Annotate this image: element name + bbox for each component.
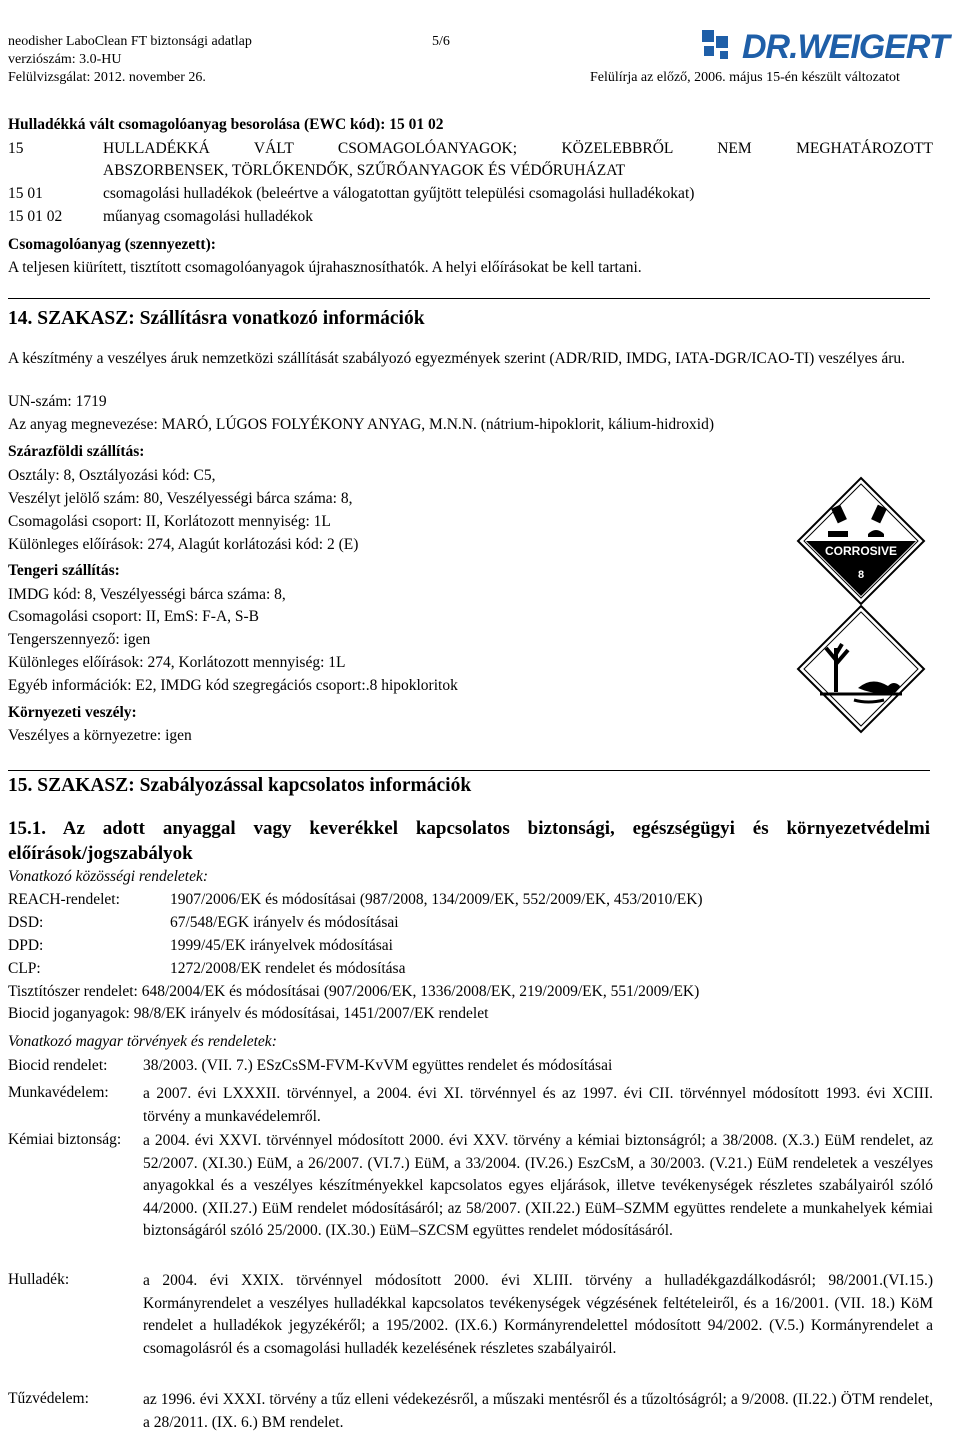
eu-text: 67/548/EGK irányelv és módosításai [170,914,399,931]
waste-text-1501: csomagolási hulladékok (beleértve a válogatottan gyűjtött települési csomagolási hulladékokat) [103,185,695,202]
section-15-title: 15. SZAKASZ: Szabályozással kapcsolatos információk [8,775,472,796]
waste-text-15-cont: ABSZORBENSEK, TÖRLŐKENDŐK, SZŰRŐANYAGOK ÉS VÉDŐRUHÁZAT [103,162,626,179]
logo-squares-icon [700,28,740,64]
packaging-title: Csomagolóanyag (szennyezett): [8,236,216,253]
land-transport-title: Szárazföldi szállítás: [8,443,145,460]
eu-label: DSD: [8,914,44,931]
sea-line: IMDG kód: 8, Veszélyességi bárca száma: 8, [8,586,286,603]
waste-text-150102: műanyag csomagolási hulladékok [103,208,314,225]
s15-subtitle: 15.1. Az adott anyaggal vagy keverékkel kapcsolatos biztonsági, egészségügyi és környezetvédelmi előírások/jogszabályok [8,818,930,864]
logo-text: DR.WEIGERT [742,28,949,66]
eu-label: DPD: [8,937,44,954]
hu-label: Kémiai biztonság: [8,1131,122,1148]
eu-text: 1999/45/EK irányelvek módosításai [170,937,393,954]
hu-laws-title: Vonatkozó magyar törvények és rendeletek: [8,1033,277,1050]
waste-code-15: 15 [8,140,24,157]
sea-line: Tengerszennyező: igen [8,631,151,648]
hu-label: Munkavédelem: [8,1084,109,1101]
header-revised: Felülvizsgálat: 2012. november 26. [8,70,206,85]
hu-text: az 1996. évi XXXI. törvény a tűz elleni védekezésről, a műszaki mentésről és a tűzoltóságról; a 9/2008. (II.22.) ÖTM rendelet, a 28/2011. (IX. 6.) BM rendelet. [143,1391,933,1431]
corrosive-label: CORROSIVE [824,544,898,558]
hu-text: a 2004. évi XXIX. törvénnyel módosított 2000. évi XLIII. törvény a hulladékgazdálkodásról; 98/2001.(VI.15.) Kormányrendelet a veszélyes hulladékkal kapcsolatos tevékenységek végzésének feltételeiről, és a 16/2001. (VII. 18.) KöM rendelet a hulladékok jegyzékéről; a 195/2002. (IX.6.) Kormányrendelettel módosított 94/2002. (V.5.) Kormányrendelet a csomagolásról és a csomagolási hulladék kezelésének részletes szabályairól. [143,1272,933,1357]
s14-un-number: UN-szám: 1719 [8,393,107,410]
dr-weigert-logo [700,28,950,68]
corrosive-pictogram [796,476,926,606]
eu-text: 1907/2006/EK és módosításai (987/2008, 134/2009/EK, 552/2009/EK, 453/2010/EK) [170,891,703,908]
header-supersedes: Felülírja az előző, 2006. május 15-én készült változatot [590,70,900,85]
hu-text-container [8,1130,933,1243]
sea-line: Különleges előírások: 274, Korlátozott mennyiség: 1L [8,654,346,671]
waste-code-150102: 15 01 02 [8,208,63,225]
s14-intro: A készítmény a veszélyes áruk nemzetközi szállítását szabályozó egyezmények szerint (ADR/RID, IMDG, IATA-DGR/ICAO-TI) veszélyes áru. [8,350,906,367]
sea-transport-title: Tengeri szállítás: [8,562,120,579]
hu-label: Hulladék: [8,1271,70,1288]
hu-text: a 2004. évi XXVI. törvénnyel módosított 2000. évi XXV. törvény a kémiai biztonságról; a 38/2008. (X.3.) EüM rendelet, az 52/2007. (XI.30.) EüM, a 26/2007. (VI.7.) EüM, a 33/2004. (IV.26.) EszCsM, a 30/2003. (V.21.) EüM rendeletek a veszélyes anyagokkal és a veszélyes készítményekkel kapcsolatos egyes eljárások, illetve tevékenységek részletes szabályairól szóló 44/2000. (XII.27.) EüM rendelet módosításáról; az 58/2007. (XII.22.) EüM–SZMM együttes rendelete a munkahelyek kémiai biztonságáról szóló 25/2000. (IX.30.) EüM–SZCSM együttes rendelet módosításáról. [143,1132,933,1239]
biocide-regulation: Biocid joganyagok: 98/8/EK irányelv és módosításai, 1451/2007/EK rendelet [8,1005,489,1022]
sea-line: Egyéb információk: E2, IMDG kód szegregációs csoport:.8 hipokloritok [8,677,458,694]
packaging-text: A teljesen kiürített, tisztított csomagolóanyagok újrahasznosíthatók. A helyi előírásokat be kell tartani. [8,259,642,276]
env-hazard-text: Veszélyes a környezetre: igen [8,727,192,744]
header-page-number: 5/6 [432,34,450,49]
environment-pictogram [796,604,926,734]
waste-title: Hulladékká vált csomagolóanyag besorolása (EWC kód): 15 01 02 [8,116,444,133]
waste-code-1501: 15 01 [8,185,43,202]
hu-label: Biocid rendelet: [8,1057,108,1074]
land-line: Különleges előírások: 274, Alagút korlátozási kód: 2 (E) [8,536,359,553]
land-line: Osztály: 8, Osztályozási kód: C5, [8,467,216,484]
divider [8,298,930,299]
eu-label: REACH-rendelet: [8,891,120,908]
eu-text: 1272/2008/EK rendelet és módosítása [170,960,406,977]
corrosive-class: 8 [857,569,865,581]
env-hazard-title: Környezeti veszély: [8,704,137,721]
waste-text-15: HULLADÉKKÁ VÁLT CSOMAGOLÓANYAGOK; KÖZELEBBRŐL NEM MEGHATÁROZOTT [103,140,933,157]
hu-text: a 2007. évi LXXXII. törvénnyel, a 2004. évi XI. törvénnyel és az 1997. évi CII. törvénnyel módosított 1993. évi XCIII. törvény a munkavédelemről. [143,1085,933,1125]
s14-substance-name: Az anyag megnevezése: MARÓ, LÚGOS FOLYÉKONY ANYAG, M.N.N. (nátrium-hipoklorit, kálium-hidroxid) [8,416,715,433]
header-product: neodisher LaboClean FT biztonsági adatlap [8,34,252,49]
divider [8,770,930,771]
sea-line: Csomagolási csoport: II, EmS: F-A, S-B [8,608,260,625]
hu-label: Tűzvédelem: [8,1390,89,1407]
eu-regulations-title: Vonatkozó közösségi rendeletek: [8,868,209,885]
land-line: Veszélyt jelölő szám: 80, Veszélyességi bárca száma: 8, [8,490,353,507]
land-line: Csomagolási csoport: II, Korlátozott mennyiség: 1L [8,513,331,530]
eu-label: CLP: [8,960,41,977]
section-14-title: 14. SZAKASZ: Szállításra vonatkozó információk [8,308,425,329]
hu-text: 38/2003. (VII. 7.) ESzCsSM-FVM-KvVM együttes rendelet és módosításai [143,1057,613,1074]
header-version: verziószám: 3.0-HU [8,52,122,67]
detergent-regulation: Tisztítószer rendelet: 648/2004/EK és módosításai (907/2006/EK, 1336/2008/EK, 219/2009/EK, 551/2009/EK) [8,983,700,1000]
